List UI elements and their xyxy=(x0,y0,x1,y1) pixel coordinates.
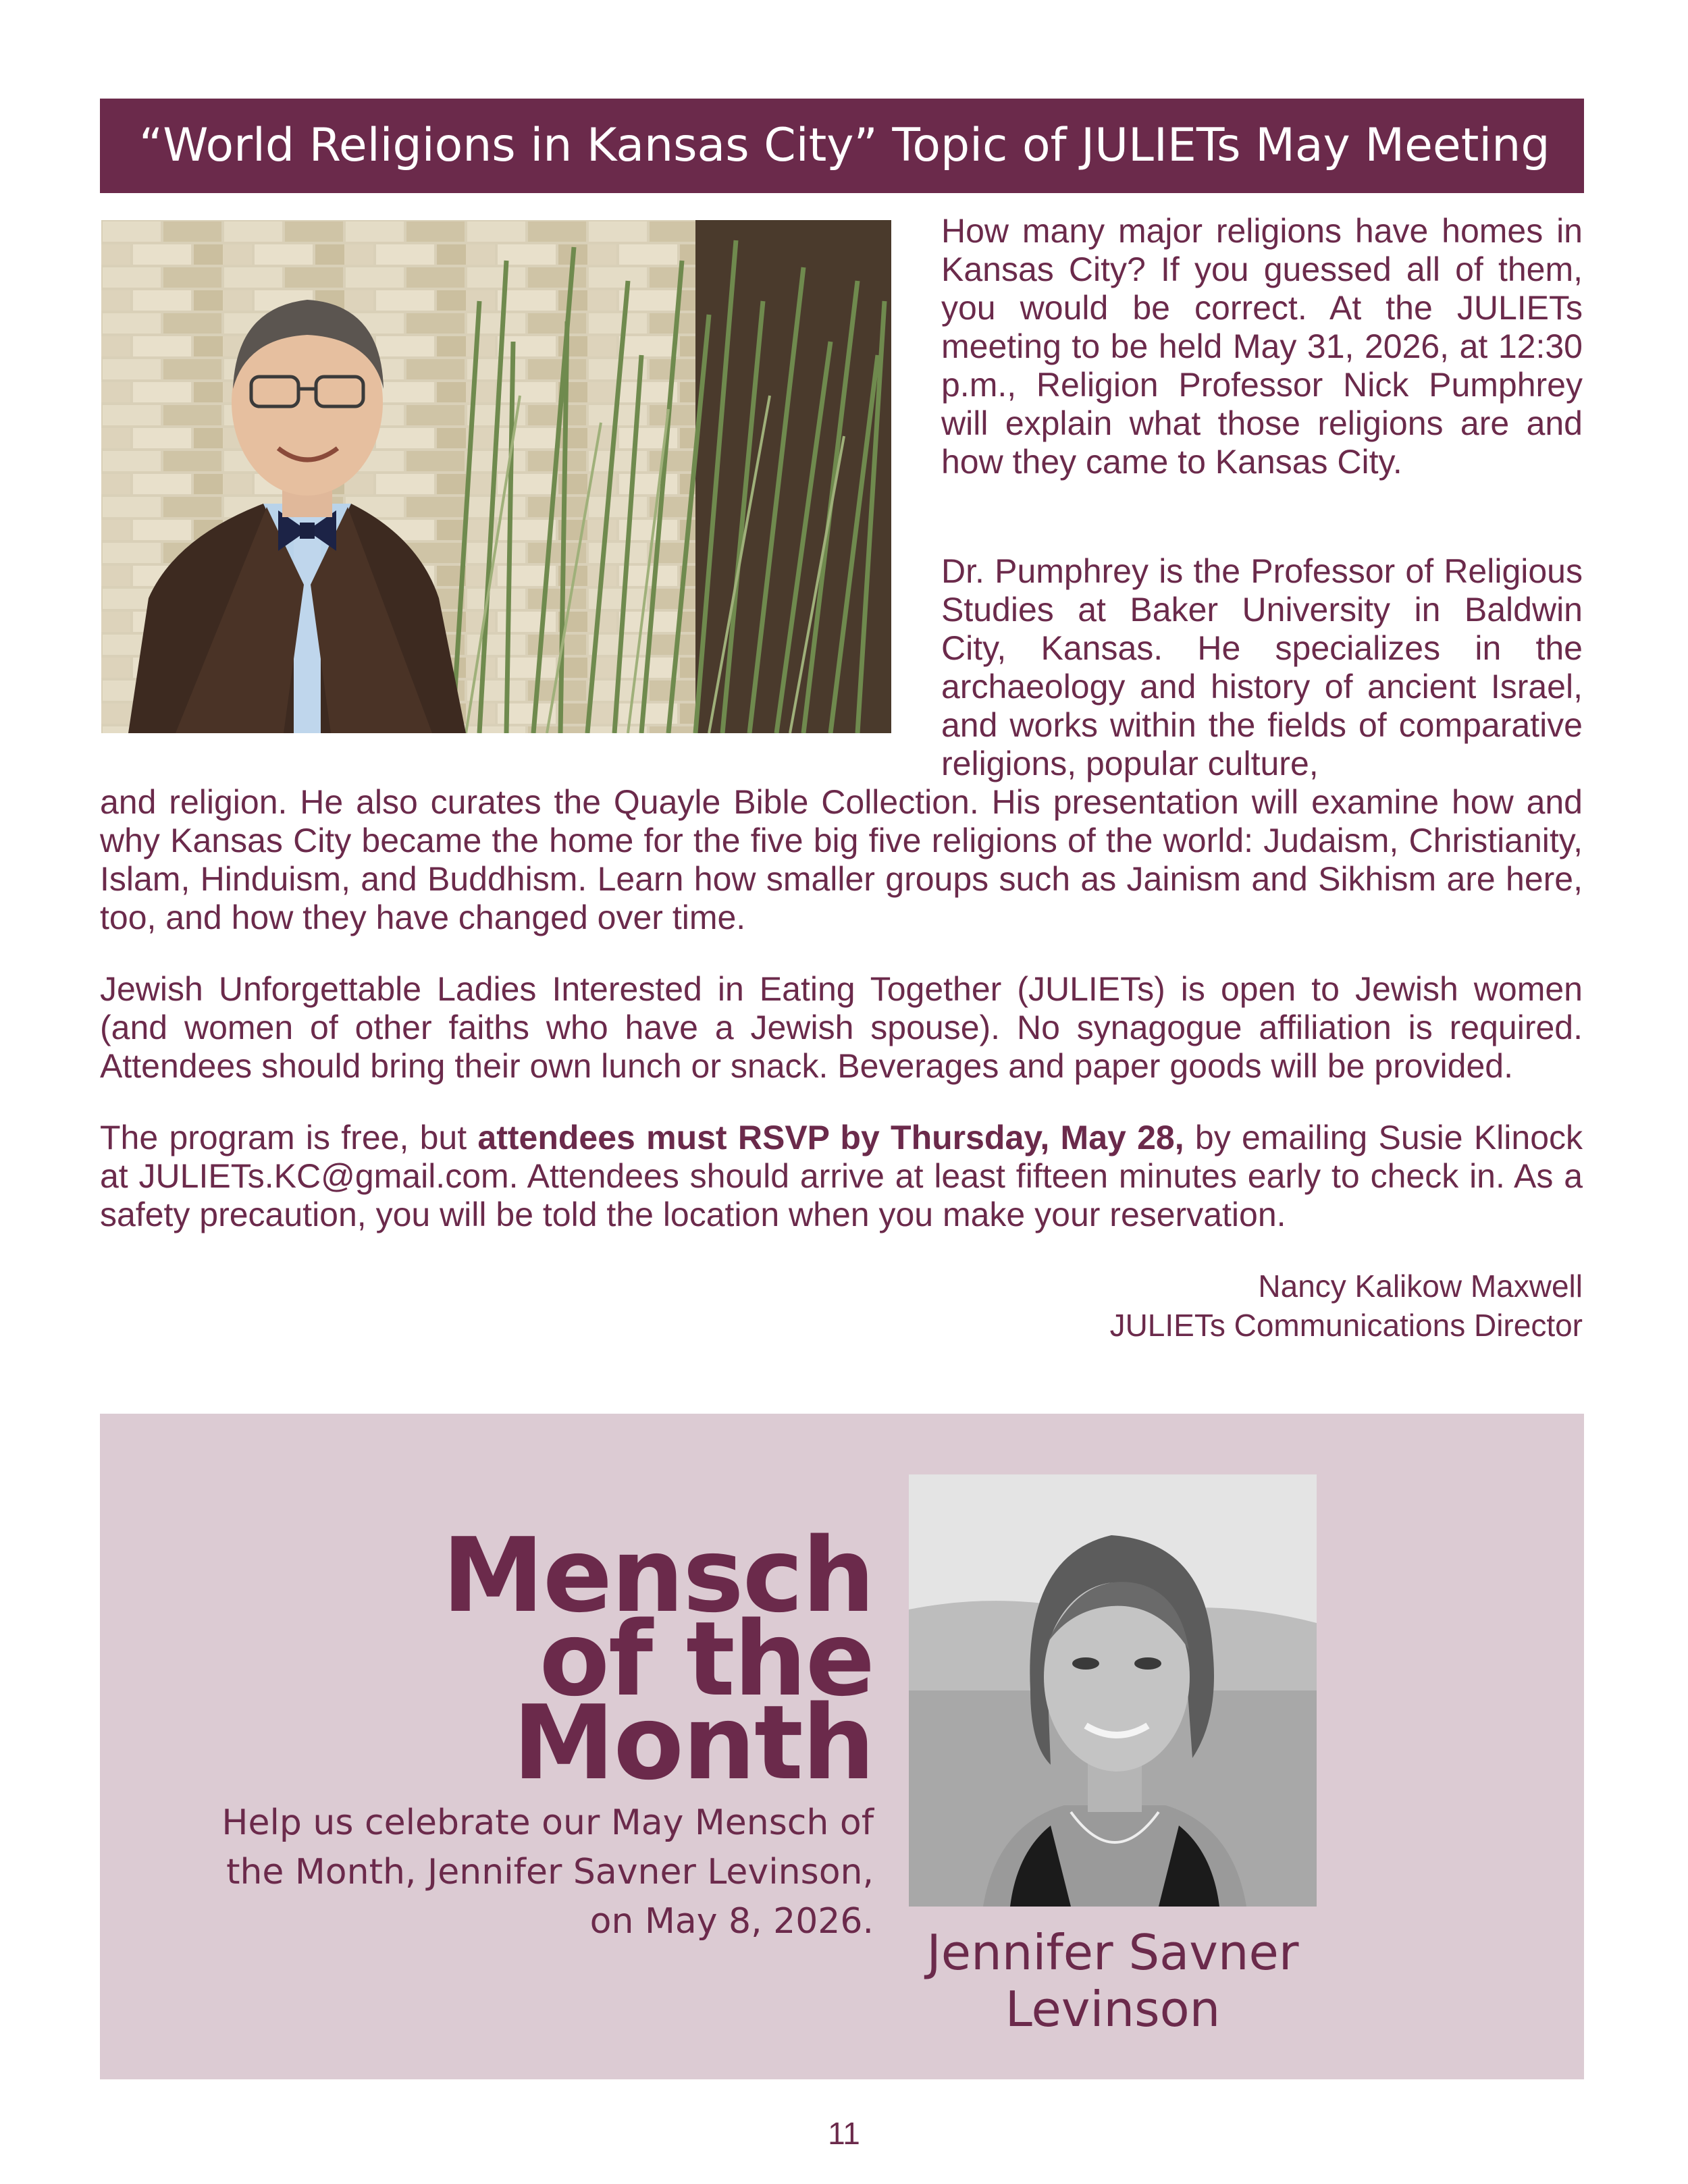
article-banner-title: “World Religions in Kansas City” Topic of JULIETs May Meeting xyxy=(100,99,1584,193)
article-paragraph-bio-bottom: and religion. He also curates the Quayle Bible Collection. His presentation will examine how and why Kansas City became the home for the five big five religions of the world: Judaism, Christianity, Islam, Hinduism, and Buddhism. Learn how smaller groups such as Jainism and Sikhism are here, too, and how they have changed over time. xyxy=(100,783,1583,936)
mensch-subtitle: Help us celebrate our May Mensch of the Month, Jennifer Savner Levinson, on May 8, 2026. xyxy=(221,1803,874,1942)
article-signature xyxy=(878,1267,1583,1345)
signature-title: JULIETs Communications Director xyxy=(1109,1308,1583,1343)
article-paragraph-rsvp: The program is free, but attendees must RSVP by Thursday, May 28, by emailing Susie Klinock at JULIETs.KC@gmail.com. Attendees should arrive at least fifteen minutes early to check in. As a safety precaution, you will be told the location when you make your reservation. xyxy=(100,1119,1583,1233)
speaker-photo xyxy=(101,220,891,733)
signature-name: Nancy Kalikow Maxwell xyxy=(1258,1269,1583,1304)
article-paragraph-about: Jewish Unforgettable Ladies Interested in Eating Together (JULIETs) is open to Jewish women (and women of other faiths who have a Jewish spouse). No synagogue affiliation is required. Attendees should bring their own lunch or snack. Beverages and paper goods will be provided. xyxy=(100,970,1583,1085)
article-paragraph-bio-top: Dr. Pumphrey is the Professor of Religious Studies at Baker University in Baldwin City, Kansas. He specializes in the archaeology and history of ancient Israel, and works within the fields of comparative religions, popular culture, xyxy=(941,552,1583,782)
mensch-title: Mensch of the Month xyxy=(442,1516,874,1803)
honoree-photo xyxy=(909,1474,1317,1907)
article-paragraph-intro: How many major religions have homes in Kansas City? If you guessed all of them, you would be correct. At the JULIETs meeting to be held May 31, 2026, at 12:30 p.m., Religion Professor Nick Pumphrey will explain what those religions are and how they came to Kansas City. xyxy=(941,212,1583,481)
page-number: 11 xyxy=(828,2116,860,2151)
rsvp-deadline: attendees must RSVP by Thursday, May 28, xyxy=(477,1119,1184,1156)
honoree-caption: Jennifer Savner Levinson xyxy=(926,1924,1299,2037)
